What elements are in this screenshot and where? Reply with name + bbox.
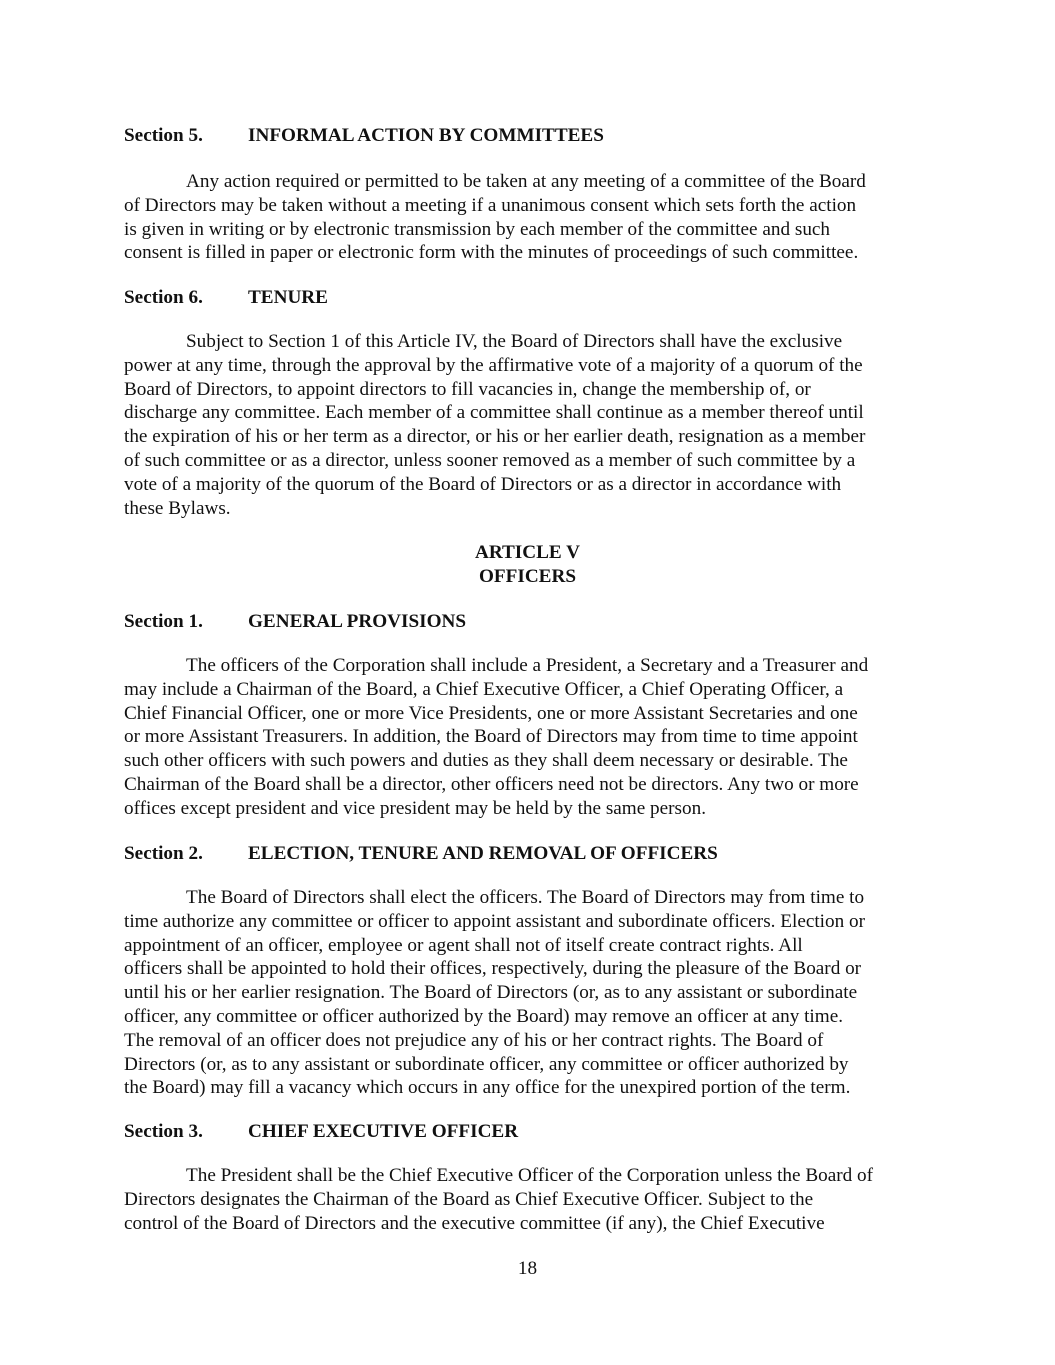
paragraph-line: until his or her earlier resignation. The Board of Directors (or, as to any assistant or subordinate: [124, 982, 858, 1004]
section-3-title: CHIEF EXECUTIVE OFFICER: [248, 1121, 519, 1142]
paragraph-line: of Directors may be taken without a meeting if a unanimous consent which sets forth the action: [124, 194, 857, 216]
paragraph-line: Directors designates the Chairman of the Board as Chief Executive Officer. Subject to the: [124, 1188, 814, 1210]
paragraph-line: The Board of Directors shall elect the officers. The Board of Directors may from time to: [186, 887, 865, 908]
section-1-number: Section 1.: [124, 611, 203, 632]
article-5-section-1-heading: [124, 610, 932, 634]
article-5-section-1-paragraph: [124, 654, 932, 821]
section-5-title: INFORMAL ACTION BY COMMITTEES: [248, 125, 604, 146]
paragraph-line: power at any time, through the approval by the affirmative vote of a majority of a quorum of the: [124, 354, 863, 376]
section-2-number: Section 2.: [124, 843, 203, 864]
paragraph-line: of such committee or as a director, unless sooner removed as a member of such committee by a: [124, 449, 856, 471]
paragraph-line: The President shall be the Chief Executive Officer of the Corporation unless the Board of: [186, 1165, 874, 1186]
section-5-paragraph: [124, 170, 932, 265]
page-number: 18: [517, 1258, 538, 1279]
article-heading: [0, 541, 1055, 589]
paragraph-line: these Bylaws.: [124, 497, 231, 519]
section-5-heading: [124, 124, 932, 148]
paragraph-line: appointment of an officer, employee or agent shall not of itself create contract rights. All: [124, 934, 803, 956]
paragraph-line: officers shall be appointed to hold their offices, respectively, during the pleasure of the Board or: [124, 958, 862, 980]
section-3-number: Section 3.: [124, 1121, 203, 1142]
article-title: OFFICERS: [478, 565, 576, 587]
paragraph-line: time authorize any committee or officer to appoint assistant and subordinate officers. Election or: [124, 910, 865, 932]
paragraph-line: Any action required or permitted to be taken at any meeting of a committee of the Board: [186, 171, 866, 192]
paragraph-line: Board of Directors, to appoint directors to fill vacancies in, change the membership of, or: [124, 378, 811, 400]
paragraph-line: Chief Financial Officer, one or more Vice Presidents, one or more Assistant Secretaries and one: [124, 702, 858, 724]
paragraph-line: the Board) may fill a vacancy which occurs in any office for the unexpired portion of the term.: [124, 1077, 851, 1099]
paragraph-line: The officers of the Corporation shall include a President, a Secretary and a Treasurer and: [186, 655, 869, 676]
section-1-title: GENERAL PROVISIONS: [248, 611, 467, 632]
paragraph-line: such other officers with such powers and duties as they shall deem necessary or desirable. The: [124, 750, 848, 772]
section-6-heading: [124, 286, 932, 310]
paragraph-line: Chairman of the Board shall be a director, other officers need not be directors. Any two or more: [124, 773, 859, 795]
article-5-section-2-paragraph: [124, 886, 932, 1100]
paragraph-line: the expiration of his or her term as a director, or his or her earlier death, resignation as a member: [124, 426, 866, 448]
paragraph-line: is given in writing or by electronic transmission by each member of the committee and such: [124, 218, 831, 240]
article-5-section-2-heading: [124, 842, 932, 866]
section-6-number: Section 6.: [124, 287, 203, 308]
paragraph-line: The removal of an officer does not prejudice any of his or her contract rights. The Board of: [124, 1029, 824, 1051]
paragraph-line: discharge any committee. Each member of a committee shall continue as a member thereof until: [124, 402, 864, 424]
article-5-section-3-paragraph: [124, 1164, 932, 1235]
paragraph-line: Subject to Section 1 of this Article IV, the Board of Directors shall have the exclusive: [186, 331, 843, 352]
paragraph-line: vote of a majority of the quorum of the Board of Directors or as a director in accordance with: [124, 473, 842, 495]
article-5-section-3-heading: [124, 1120, 932, 1144]
article-label: ARTICLE V: [474, 542, 581, 563]
paragraph-line: officer, any committee or officer authorized by the Board) may remove an officer at any time.: [124, 1005, 844, 1027]
section-6-paragraph: [124, 330, 932, 520]
paragraph-line: control of the Board of Directors and the executive committee (if any), the Chief Executive: [124, 1212, 825, 1234]
paragraph-line: offices except president and vice president may be held by the same person.: [124, 797, 706, 819]
section-5-number: Section 5.: [124, 125, 203, 146]
section-2-title: ELECTION, TENURE AND REMOVAL OF OFFICERS: [248, 843, 718, 864]
paragraph-line: or more Assistant Treasurers. In addition, the Board of Directors may from time to time appoint: [124, 726, 858, 748]
section-6-title: TENURE: [248, 287, 328, 308]
paragraph-line: consent is filled in paper or electronic form with the minutes of proceedings of such committee.: [124, 242, 859, 264]
paragraph-line: Directors (or, as to any assistant or subordinate officer, any committee or officer authorized by: [124, 1053, 849, 1075]
paragraph-line: may include a Chairman of the Board, a Chief Executive Officer, a Chief Operating Officer, a: [124, 678, 844, 700]
